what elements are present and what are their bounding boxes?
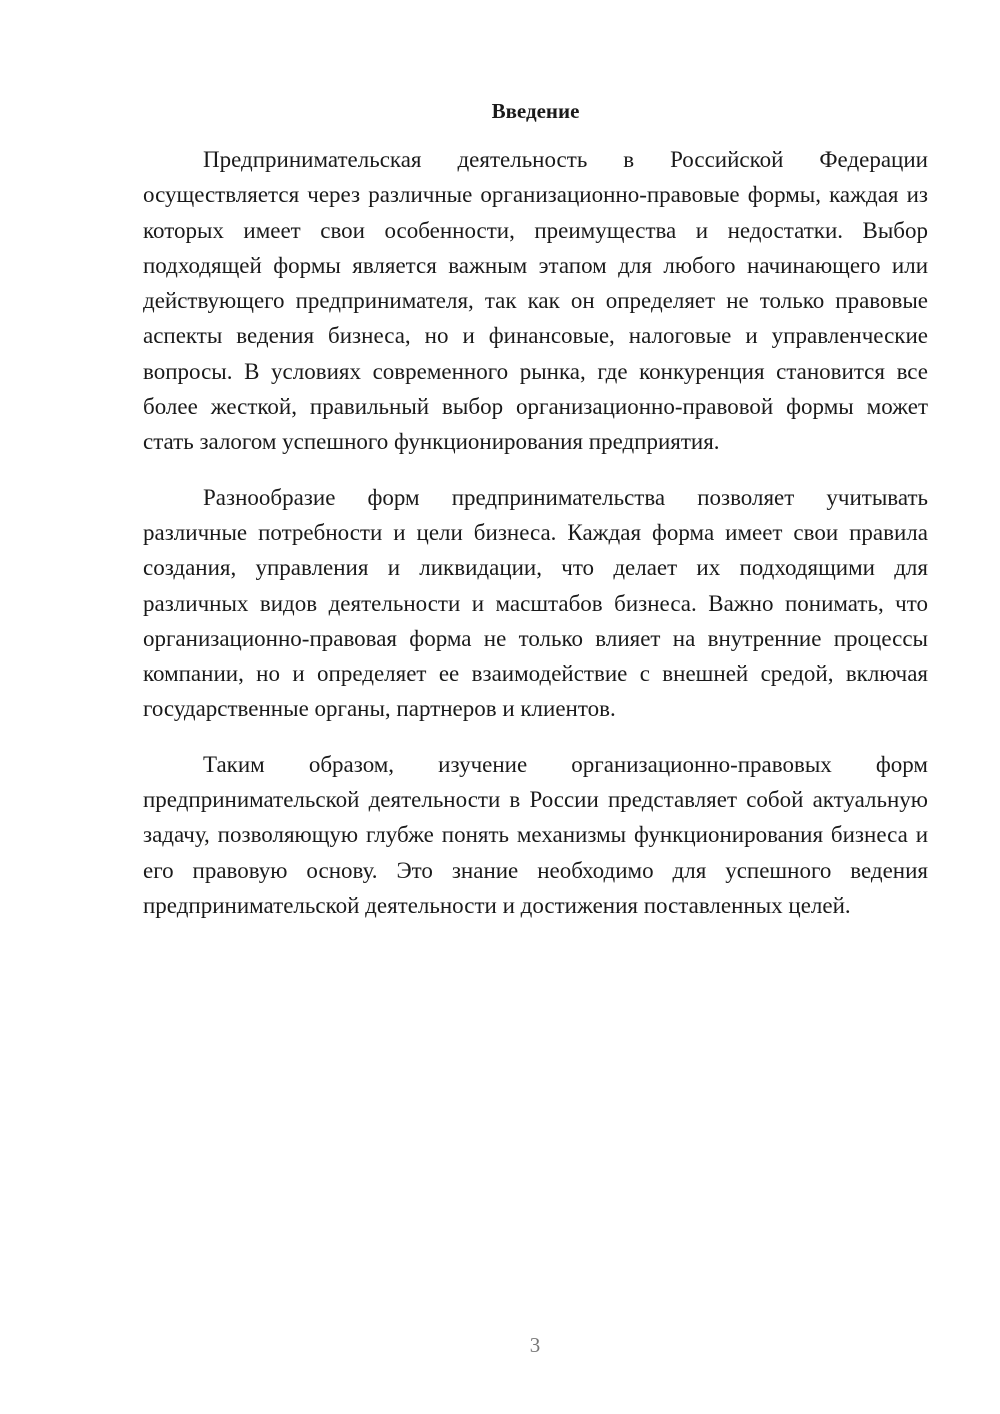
paragraph-1: Предпринимательская деятельность в Российской Федерации осуществляется через различные организационно-правовые формы, каждая из которых имеет свои особенности, преимущества и недостатки. Выбор подходящей формы является важным этапом для любого начинающего или действующего предпринимателя, так как он определяет не только правовые аспекты ведения бизнеса, но и финансовые, налоговые и управленческие вопросы. В условиях современного рынка, где конкуренция становится все более жесткой, правильный выбор организационно-правовой формы может стать залогом успешного функционирования предприятия. (143, 147, 928, 455)
page-title: Введение (491, 99, 580, 123)
document-body (143, 142, 928, 943)
paragraph-2: Разнообразие форм предпринимательства позволяет учитывать различные потребности и цели бизнеса. Каждая форма имеет свои правила создания, управления и ликвидации, что делает их подходящими для различных видов деятельности и масштабов бизнеса. Важно понимать, что организационно-правовая форма не только влияет на внутренние процессы компании, но и определяет ее взаимодействие с внешней средой, включая государственные органы, партнеров и клиентов. (143, 484, 928, 722)
paragraph-3: Таким образом, изучение организационно-правовых форм предпринимательской деятельности в России представляет собой актуальную задачу, позволяющую глубже понять механизмы функционирования бизнеса и его правовую основу. Это знание необходимо для успешного ведения предпринимательской деятельности и достижения поставленных целей. (143, 751, 928, 918)
page-number: 3 (529, 1333, 541, 1357)
